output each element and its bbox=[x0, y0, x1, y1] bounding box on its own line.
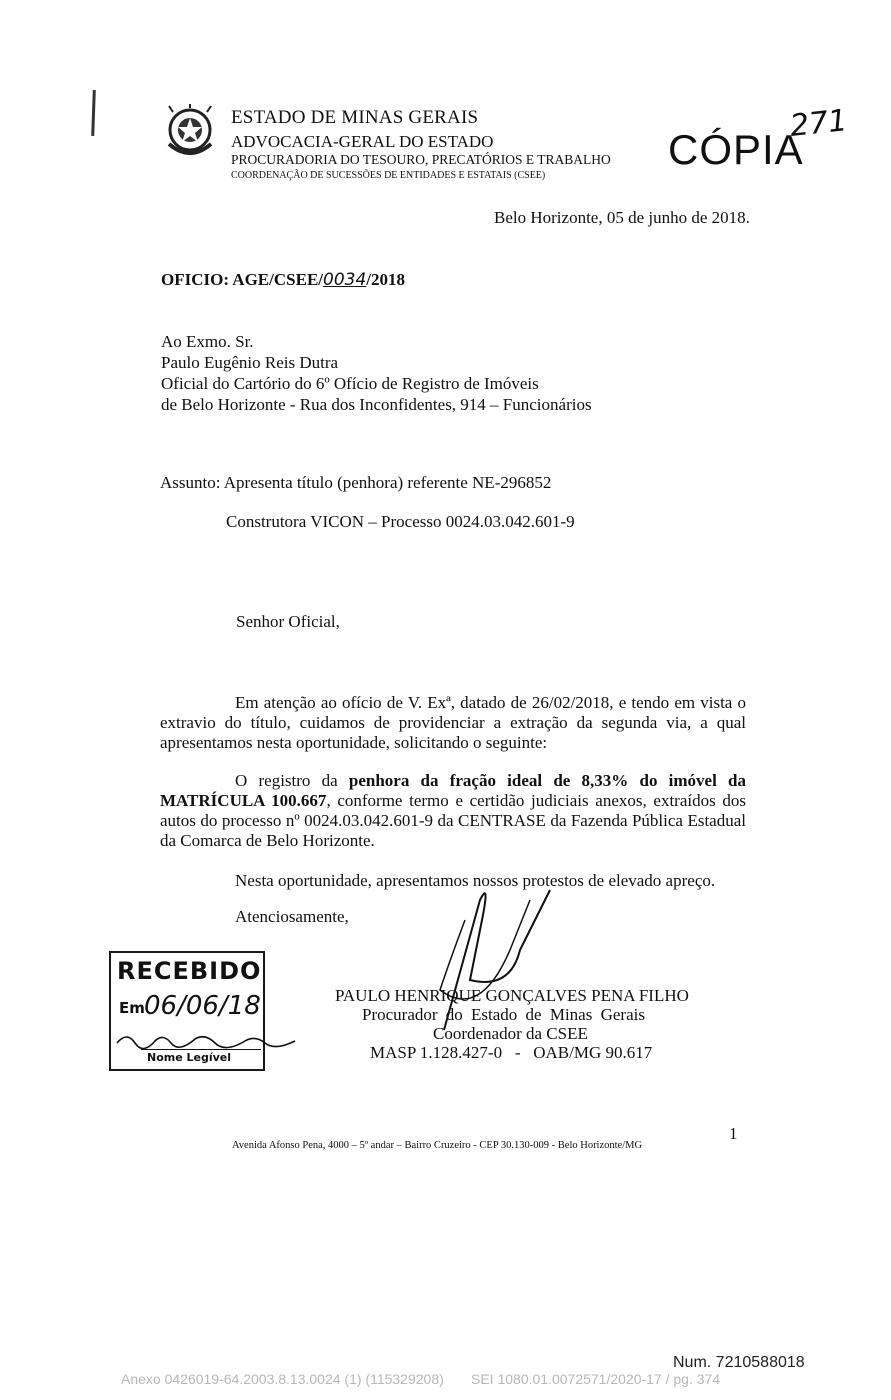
stamp-date: 06/06/18 bbox=[144, 991, 261, 1021]
document-num: Num. 7210588018 bbox=[673, 1354, 805, 1371]
recipient-line: de Belo Horizonte - Rua dos Inconfidentes, 914 – Funcionários bbox=[161, 395, 592, 414]
recipient-line: Ao Exmo. Sr. bbox=[161, 332, 254, 351]
paragraph-3: Nesta oportunidade, apresentamos nossos protestos de elevado apreço. bbox=[235, 871, 716, 890]
header-state: ESTADO DE MINAS GERAIS bbox=[231, 107, 479, 128]
signer-role: Procurador do Estado de Minas Gerais bbox=[362, 1005, 645, 1024]
salutation: Senhor Oficial, bbox=[236, 612, 340, 631]
paragraph-1-text: Em atenção ao ofício de V. Exª, datado de 26/02/2018, e tendo em vista o extravio do título, cuidamos de providenciar a extração da segunda via, a qual apresentamos nesta oportunidade, solicitando o seguinte: bbox=[160, 693, 746, 752]
annex-reference: Anexo 0426019-64.2003.8.13.0024 (1) (115329208) SEI 1080.01.0072571/2020-17 / pg. 374 bbox=[121, 1371, 721, 1387]
recipient-line: Paulo Eugênio Reis Dutra bbox=[161, 353, 339, 372]
signer-name: PAULO HENRIQUE GONÇALVES PENA FILHO bbox=[335, 986, 689, 1005]
footer-address: Avenida Afonso Pena, 4000 – 5º andar – Bairro Cruzeiro - CEP 30.130-009 - Belo Horizonte/MG bbox=[232, 1140, 643, 1151]
header-department: PROCURADORIA DO TESOURO, PRECATÓRIOS E TRABALHO bbox=[231, 152, 611, 167]
stamp-title: RECEBIDO bbox=[117, 957, 262, 985]
subject-line: Assunto: Apresenta título (penhora) referente NE-296852 bbox=[160, 473, 552, 492]
stamp-signature-scribble bbox=[115, 1029, 335, 1051]
paragraph-2-text-b: , conforme termo e certidão judiciais anexos, extraídos dos autos do processo nº 0024.03.042.601-9 da CENTRASE da Fazenda Pública Estadual da Comarca de Belo Horizonte. bbox=[160, 791, 746, 850]
stamp-legible-label: Nome Legível bbox=[147, 1051, 232, 1064]
oficio-number: 0034 bbox=[323, 270, 367, 290]
subject-process: Construtora VICON – Processo 0024.03.042.601-9 bbox=[226, 512, 575, 531]
header-coordination: COORDENAÇÃO DE SUCESSÕES DE ENTIDADES E ESTATAIS (CSEE) bbox=[231, 170, 546, 181]
paragraph-2 bbox=[160, 771, 746, 851]
coat-of-arms-icon bbox=[163, 104, 217, 160]
place-date: Belo Horizonte, 05 de junho de 2018. bbox=[494, 208, 750, 227]
paragraph-2-bold: penhora da fração ideal de 8,33% do imóvel da MATRÍCULA 100.667 bbox=[160, 771, 746, 810]
stamp-divider bbox=[141, 1049, 261, 1050]
paragraph-1 bbox=[160, 693, 746, 753]
closing: Atenciosamente, bbox=[235, 907, 349, 926]
stamp-em-label: Em bbox=[119, 999, 145, 1017]
recipient-block bbox=[161, 331, 592, 415]
oficio-number-line bbox=[161, 270, 405, 290]
paragraph-2-text-a: O registro da bbox=[235, 771, 349, 790]
signer-title: Coordenador da CSEE bbox=[433, 1024, 588, 1043]
margin-mark bbox=[91, 90, 96, 136]
received-stamp bbox=[109, 951, 265, 1071]
recipient-line: Oficial do Cartório do 6º Ofício de Registro de Imóveis bbox=[161, 374, 539, 393]
oficio-suffix: /2018 bbox=[366, 270, 406, 289]
header-agency: ADVOCACIA-GERAL DO ESTADO bbox=[231, 132, 494, 151]
copy-stamp: CÓPIA bbox=[668, 126, 804, 173]
handwritten-page-number: 271 bbox=[788, 103, 849, 144]
page-number: 1 bbox=[729, 1124, 738, 1143]
oficio-prefix: OFICIO: AGE/CSEE/ bbox=[161, 270, 324, 289]
signer-ids: MASP 1.128.427-0 - OAB/MG 90.617 bbox=[370, 1043, 653, 1062]
